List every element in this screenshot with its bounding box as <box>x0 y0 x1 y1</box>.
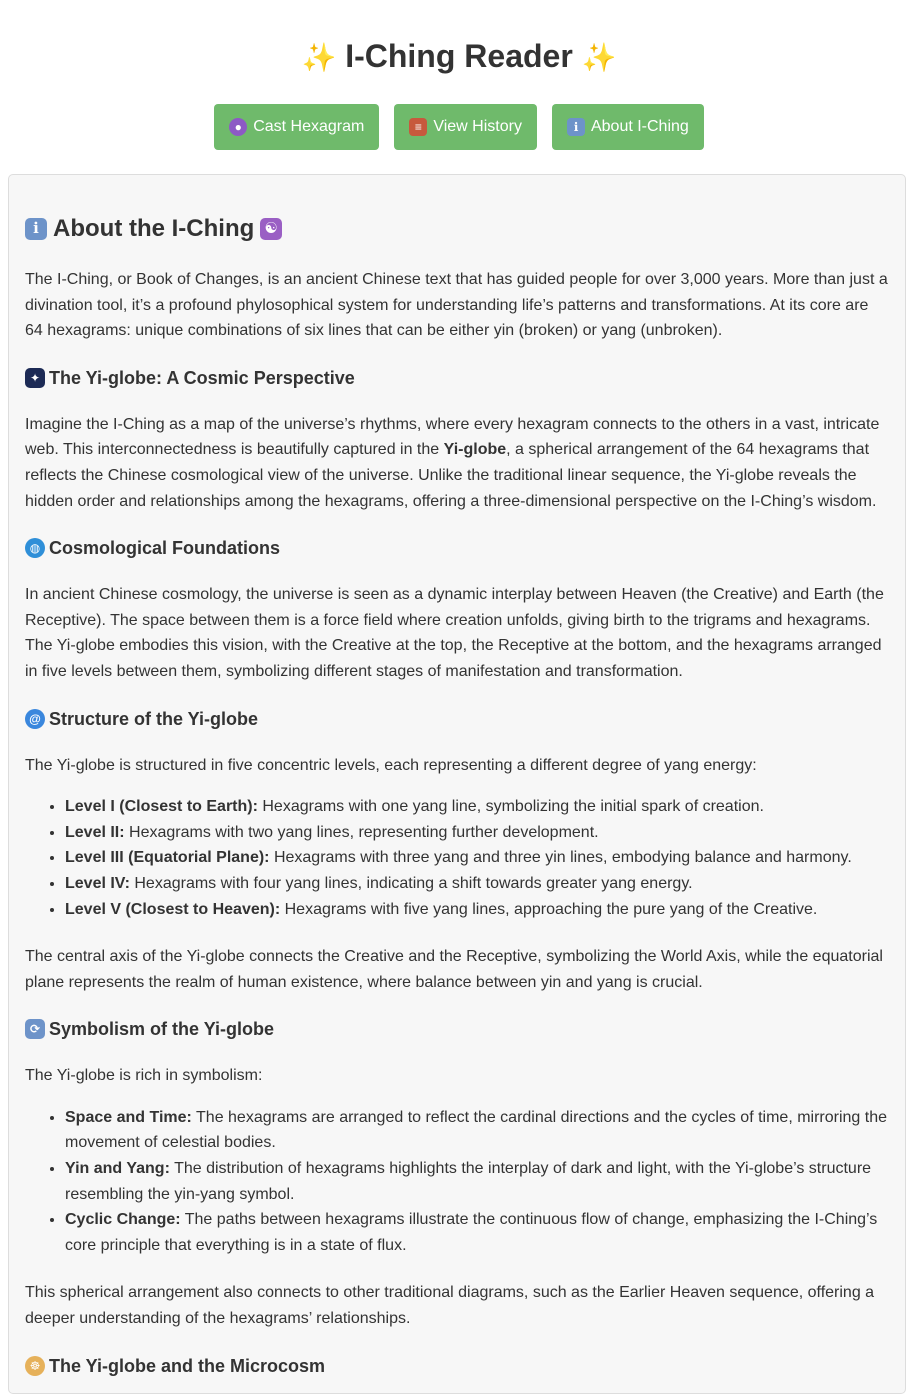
structure-intro: The Yi-globe is structured in five concentric levels, each representing a different degree of yang energy: <box>25 756 757 774</box>
level-label: Level IV: <box>65 874 130 892</box>
list-item <box>65 845 889 871</box>
yi-globe-text-after: , a spherical arrangement of the 64 hexagrams that reflects the Chinese cosmological view of the universe. Unlike the traditional linear sequence, the Yi-globe reveals the hidden order and relationships among the hexagrams, offering a three-dimensional perspective on the I-Ching’s wisdom. <box>25 441 877 510</box>
list-item <box>65 1156 889 1207</box>
level-text: Hexagrams with four yang lines, indicating a shift towards greater yang energy. <box>129 874 693 892</box>
header <box>0 0 918 150</box>
cast-hexagram-button[interactable] <box>214 104 379 150</box>
list-item <box>65 794 889 820</box>
list-item <box>65 1105 889 1156</box>
symbolism-text: The hexagrams are arranged to reflect the cardinal directions and the cycles of time, mirroring the movement of celestial bodies. <box>65 1108 888 1152</box>
level-label: Level I (Closest to Earth): <box>65 798 258 816</box>
level-label: Level III (Equatorial Plane): <box>65 849 270 867</box>
list-item <box>65 1207 889 1258</box>
foundations-heading-text: Cosmological Foundations <box>49 538 281 559</box>
symbolism-heading <box>25 1017 889 1041</box>
symbolism-intro: The Yi-globe is rich in symbolism: <box>25 1067 263 1085</box>
yi-globe-bold: Yi-globe <box>443 441 507 459</box>
yi-globe-heading <box>25 366 889 390</box>
level-text: Hexagrams with three yang and three yin lines, embodying balance and harmony. <box>269 849 852 867</box>
crystal-ball-icon: ● <box>229 118 247 136</box>
yin-yang-icon: ☯ <box>260 218 282 240</box>
list-item <box>65 820 889 846</box>
about-title <box>25 213 889 245</box>
microcosm-heading-text: The Yi-globe and the Microcosm <box>49 1355 326 1376</box>
symbolism-text: The distribution of hexagrams highlights the interplay of dark and light, with the Yi-globe’s structure resembling the yin-yang symbol. <box>65 1160 872 1203</box>
sparkles-icon: ✨ <box>301 42 337 73</box>
books-icon: ≡ <box>409 118 427 136</box>
structure-heading-text: Structure of the Yi-globe <box>49 708 259 729</box>
info-icon: ℹ <box>25 218 47 240</box>
symbolism-list <box>25 1105 889 1259</box>
symbolism-label: Cyclic Change: <box>65 1211 181 1229</box>
cyclone-icon: @ <box>25 709 45 729</box>
nav-bar <box>0 104 918 150</box>
level-text: Hexagrams with five yang lines, approaching the pure yang of the Creative. <box>280 900 818 918</box>
levels-list <box>25 794 889 922</box>
about-panel <box>8 174 906 1394</box>
microcosm-heading <box>25 1354 889 1378</box>
foundations-paragraph: In ancient Chinese cosmology, the universe is seen as a dynamic interplay between Heaven (the Creative) and Earth (the Receptive). The space between them is a force field where creation unfolds, giving birth to the trigrams and hexagrams. The Yi-globe embodies this vision, with the Creative at the top, the Receptive at the bottom, and the hexagrams arranged in five levels between them, symbolizing different stages of manifestation and transformation. <box>25 586 884 680</box>
app-title-text: I-Ching Reader <box>345 38 573 74</box>
meditation-icon: ☸ <box>25 1356 45 1376</box>
refresh-arrows-icon: ⟳ <box>25 1019 45 1039</box>
milky-way-icon: ✦ <box>25 368 45 388</box>
list-item <box>65 871 889 897</box>
symbolism-text: The paths between hexagrams illustrate the continuous flow of change, emphasizing the I-Ching’s core principle that everything is in a state of flux. <box>65 1211 878 1254</box>
app-title <box>0 36 918 78</box>
info-icon: ℹ <box>567 118 585 136</box>
yi-globe-heading-text: The Yi-globe: A Cosmic Perspective <box>49 367 355 388</box>
sparkles-icon: ✨ <box>581 42 617 73</box>
symbolism-heading-text: Symbolism of the Yi-globe <box>49 1019 275 1040</box>
about-title-text: About the I-Ching <box>53 215 255 242</box>
about-iching-label: About I-Ching <box>590 118 689 135</box>
globe-icon: ◍ <box>25 538 45 558</box>
symbolism-label: Space and Time: <box>65 1108 192 1126</box>
level-text: Hexagrams with one yang line, symbolizing the initial spark of creation. <box>257 798 764 816</box>
about-intro: The I-Ching, or Book of Changes, is an ancient Chinese text that has guided people for over 3,000 years. More than just a divination tool, it’s a profound phylosophical system for understanding life’s patterns and transformations. At its core are 64 hexagrams: unique combinations of six lines that can be either yin (broken) or yang (unbroken). <box>25 271 888 340</box>
level-label: Level V (Closest to Heaven): <box>65 900 281 918</box>
yi-globe-paragraph <box>25 412 889 514</box>
yi-globe-text-before: Imagine the I-Ching as a map of the universe’s rhythms, where every hexagram connects to the others in a vast, intricate web. This interconnectedness is beautifully captured in the <box>25 415 880 459</box>
structure-outro: The central axis of the Yi-globe connects the Creative and the Receptive, symbolizing the World Axis, while the equatorial plane represents the realm of human existence, where balance between yin and yang is crucial. <box>25 948 883 991</box>
symbolism-label: Yin and Yang: <box>65 1160 170 1178</box>
level-label: Level II: <box>65 823 125 841</box>
list-item <box>65 897 889 923</box>
structure-heading <box>25 707 889 731</box>
about-iching-button[interactable] <box>552 104 704 150</box>
symbolism-outro: This spherical arrangement also connects to other traditional diagrams, such as the Earlier Heaven sequence, offering a deeper understanding of the hexagrams’ relationships. <box>25 1284 875 1328</box>
view-history-label: View History <box>433 118 522 135</box>
cast-hexagram-label: Cast Hexagram <box>253 118 365 135</box>
view-history-button[interactable] <box>394 104 537 150</box>
foundations-heading <box>25 536 889 560</box>
level-text: Hexagrams with two yang lines, representing further development. <box>124 823 599 841</box>
